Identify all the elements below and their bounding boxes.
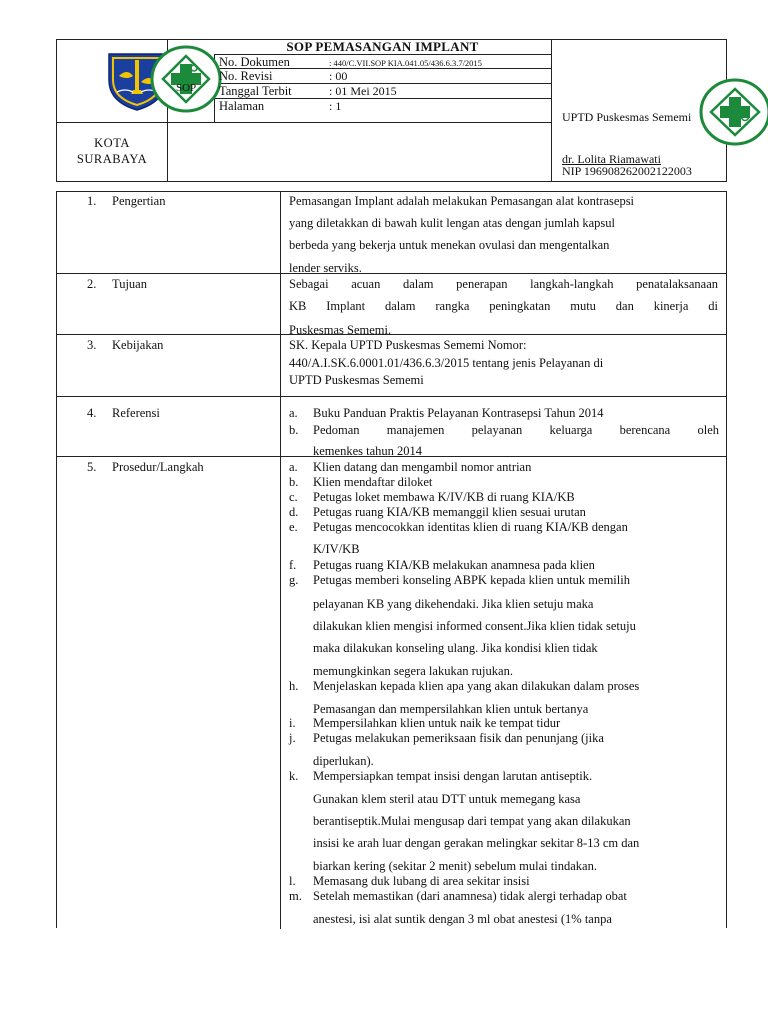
meta-label-issue-date: Tanggal Terbit <box>219 84 292 98</box>
uptd-name: UPTD Puskesmas Sememi <box>562 110 692 124</box>
section-title-kebijakan: Kebijakan <box>112 338 164 352</box>
section-title-tujuan: Tujuan <box>112 277 147 291</box>
list-letter: h. <box>289 679 299 693</box>
header-divider <box>167 122 551 123</box>
list-letter: b. <box>289 475 299 489</box>
puskesmas-logo <box>697 77 768 147</box>
list-text: Setelah memastikan (dari anamnesa) tidak alergi terhadap obat <box>313 889 627 903</box>
list-text: pelayanan KB yang dikehendaki. Jika klien setuju maka <box>313 597 594 611</box>
list-letter: i. <box>289 716 296 730</box>
section-title-prosedur: Prosedur/Langkah <box>112 460 204 474</box>
meta-value-revision: : 00 <box>329 69 348 83</box>
list-text: Klien datang dan mengambil nomor antrian <box>313 460 532 474</box>
list-text: anestesi, isi alat suntik dengan 3 ml obat anestesi (1% tanpa <box>313 912 612 926</box>
list-text: Pemasangan dan mempersilahkan klien untuk bertanya <box>313 702 589 716</box>
list-text: kemenkes tahun 2014 <box>313 444 423 458</box>
paragraph-line: 440/A.I.SK.6.0001.01/436.6.3/2015 tentang jenis Pelayanan di <box>289 356 604 370</box>
paragraph-line: UPTD Puskesmas Sememi <box>289 373 424 387</box>
city-label <box>57 135 167 167</box>
list-text: Petugas ruang KIA/KB memanggil klien sesuai urutan <box>313 505 586 519</box>
meta-value-page: : 1 <box>329 99 342 113</box>
list-text: K/IV/KB <box>313 542 360 556</box>
section-number: 1. <box>87 194 97 208</box>
meta-value-issue-date: : 01 Mei 2015 <box>329 84 397 98</box>
sop-badge-label: SOP <box>176 82 197 94</box>
paragraph-line: berbeda yang bekerja untuk menekan ovulasi dan mengentalkan <box>289 238 610 252</box>
paragraph-line: Sebagai acuan dalam penerapan langkah-langkah penatalaksanaan <box>289 277 718 291</box>
doctor-name: dr. Lolita Riamawati <box>562 152 661 166</box>
section-number: 2. <box>87 277 97 291</box>
puskesmas-logo <box>149 44 223 114</box>
list-text: biarkan kering (sekitar 2 menit) sebelum mulai tindakan. <box>313 859 597 873</box>
sop-content-table <box>56 191 727 928</box>
list-letter: k. <box>289 769 299 783</box>
list-text: Gunakan klem steril atau DTT untuk memegang kasa <box>313 792 581 806</box>
list-letter: e. <box>289 520 298 534</box>
list-text: Menjelaskan kepada klien apa yang akan dilakukan dalam proses <box>313 679 640 693</box>
list-text: maka dilakukan konseling ulang. Jika kondisi klien tidak <box>313 641 598 655</box>
list-text: Mempersiapkan tempat insisi dengan larutan antiseptik. <box>313 769 593 783</box>
section-number: 4. <box>87 406 97 420</box>
list-letter: f. <box>289 558 297 572</box>
list-text: Petugas melakukan pemeriksaan fisik dan penunjang (jika <box>313 731 604 745</box>
list-text: Memasang duk lubang di area sekitar insisi <box>313 874 530 888</box>
list-text: Petugas mencocokkan identitas klien di ruang KIA/KB dengan <box>313 520 628 534</box>
row-divider <box>57 396 726 397</box>
list-text: Pedoman manajemen pelayanan keluarga berencana oleh <box>313 423 719 437</box>
list-text: berantiseptik.Mulai mengusap dari tempat yang akan dilakukan <box>313 814 631 828</box>
paragraph-line: Puskesmas Sememi. <box>289 323 392 337</box>
header-divider <box>551 40 552 181</box>
header-divider <box>57 122 167 123</box>
meta-value-document-number: : 440/C.VII.SOP KIA.041.05/436.6.3.7/2015 <box>329 58 482 68</box>
list-text: Mempersilahkan klien untuk naik ke tempat tidur <box>313 716 561 730</box>
list-letter: m. <box>289 889 302 903</box>
paragraph-line: yang diletakkan di bawah kulit lengan atas dengan jumlah kapsul <box>289 216 615 230</box>
meta-label-revision: No. Revisi <box>219 69 273 83</box>
section-title-referensi: Referensi <box>112 406 160 420</box>
section-number: 3. <box>87 338 97 352</box>
column-divider <box>280 192 281 929</box>
list-letter: b. <box>289 423 299 437</box>
section-title-pengertian: Pengertian <box>112 194 166 208</box>
section-number: 5. <box>87 460 97 474</box>
list-letter: a. <box>289 406 298 420</box>
header-table <box>56 39 727 182</box>
city-line: SURABAYA <box>76 152 148 166</box>
list-letter: c. <box>289 490 298 504</box>
paragraph-line: KB Implant dalam rangka peningkatan mutu dan kinerja di <box>289 299 718 313</box>
document-title: SOP PEMASANGAN IMPLANT <box>286 39 479 54</box>
list-text: Petugas loket membawa K/IV/KB di ruang KIA/KB <box>313 490 575 504</box>
list-text: dilakukan klien mengisi informed consent.Jika klien tidak setuju <box>313 619 636 633</box>
list-text: insisi ke arah luar dengan gerakan melingkar sekitar 8-13 cm dan <box>313 836 640 850</box>
list-text: Buku Panduan Praktis Pelayanan Kontrasepsi Tahun 2014 <box>313 406 604 420</box>
list-text: Klien mendaftar diloket <box>313 475 433 489</box>
city-line: KOTA <box>94 136 130 150</box>
paragraph-line: Pemasangan Implant adalah melakukan Pemasangan alat kontrasepsi <box>289 194 635 208</box>
list-text: Petugas memberi konseling ABPK kepada klien untuk memilih <box>313 573 630 587</box>
meta-label-page: Halaman <box>219 99 265 113</box>
paragraph-line: lender serviks. <box>289 261 362 275</box>
list-letter: j. <box>289 731 296 745</box>
list-text: Petugas ruang KIA/KB melakukan anamnesa pada klien <box>313 558 595 572</box>
paragraph-line: SK. Kepala UPTD Puskesmas Sememi Nomor: <box>289 338 527 352</box>
list-letter: l. <box>289 874 296 888</box>
doctor-nip: NIP 196908262002122003 <box>562 164 692 178</box>
meta-label-document-number: No. Dokumen <box>219 55 290 69</box>
list-letter: g. <box>289 573 299 587</box>
list-text: diperlukan). <box>313 754 374 768</box>
list-text: memungkinkan segera lakukan rujukan. <box>313 664 513 678</box>
list-letter: a. <box>289 460 298 474</box>
list-letter: d. <box>289 505 299 519</box>
